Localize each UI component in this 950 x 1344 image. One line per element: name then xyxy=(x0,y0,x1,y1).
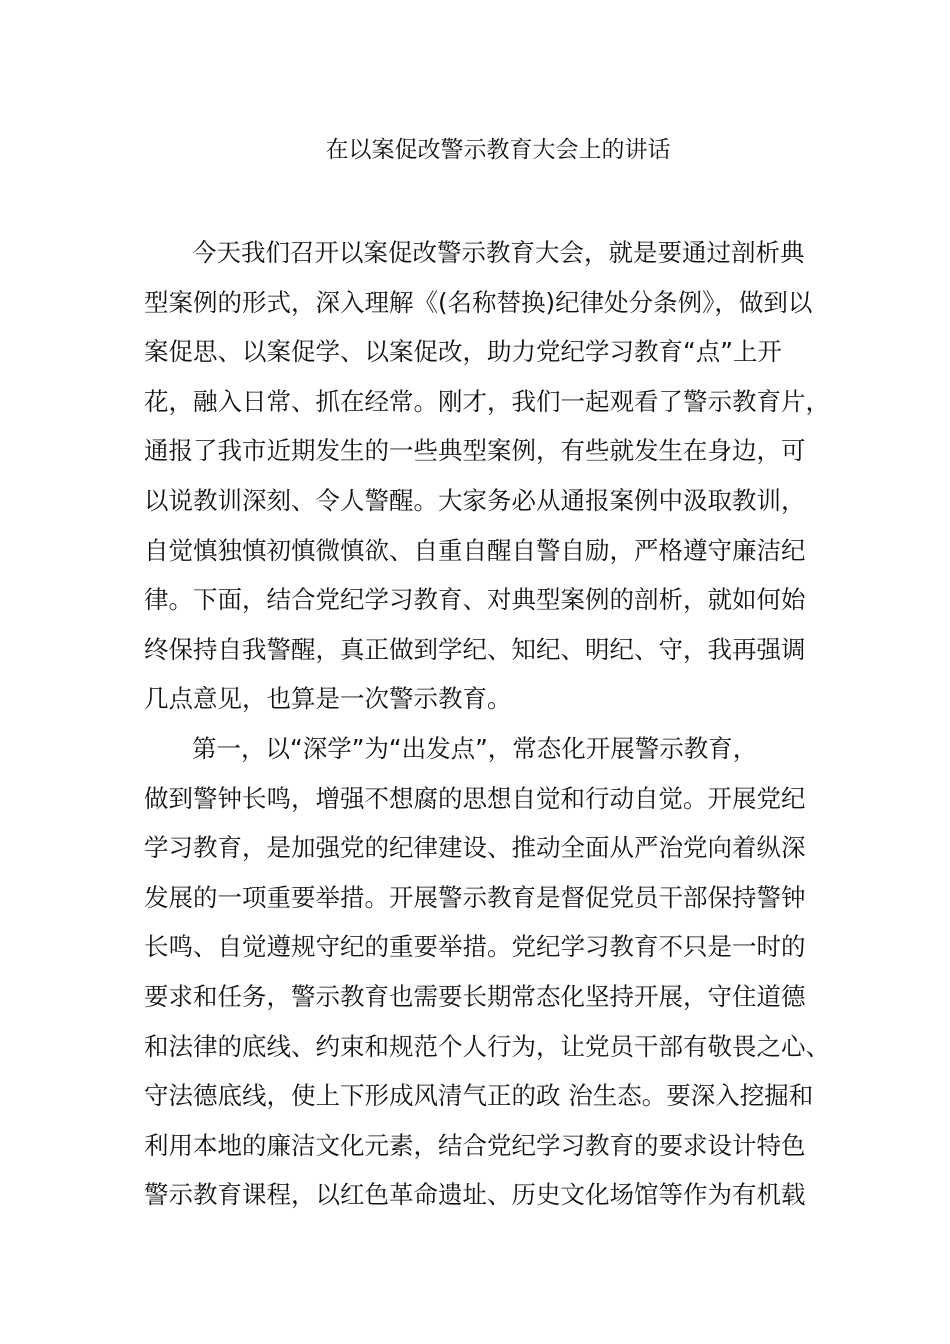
paragraph-2-line-5: 长鸣、自觉遵规守纪的重要举措。党纪学习教育不只是一时的 xyxy=(144,932,806,962)
paragraph-2-line-7: 和法律的底线、约束和规范个人行为，让党员干部有敬畏之心、 xyxy=(144,1031,830,1061)
paragraph-1-line-3: 案促思、以案促学、以案促改，助力党纪学习教育“点”上开 xyxy=(144,337,782,367)
paragraph-1-line-10: 几点意见，也算是一次警示教育。 xyxy=(144,684,512,714)
paragraph-2-line-4: 发展的一项重要举措。开展警示教育是督促党员干部保持警钟 xyxy=(144,882,806,912)
paragraph-1-line-4: 花，融入日常、抓在经常。刚才，我们一起观看了警示教育片， xyxy=(144,386,830,416)
paragraph-1-line-9: 终保持自我警醒，真正做到学纪、知纪、明纪、守，我再强调 xyxy=(144,634,806,664)
paragraph-2-line-3: 学习教育，是加强党的纪律建设、推动全面从严治党向着纵深 xyxy=(144,833,806,863)
paragraph-2-line-1: 第一，以“深学”为“出发点”，常态化开展警示教育， xyxy=(192,733,758,763)
paragraph-1-line-5: 通报了我市近期发生的一些典型案例，有些就发生在身边，可 xyxy=(144,436,806,466)
document-title: 在以案促改警示教育大会上的讲话 xyxy=(325,137,671,163)
document-body xyxy=(144,228,830,1220)
paragraph-2-line-8: 守法德底线，使上下形成风清气正的政 治生态。要深入挖掘和 xyxy=(144,1081,814,1111)
paragraph-1-line-6: 以说教训深刻、令人警醒。大家务必从通报案例中汲取教训， xyxy=(144,485,806,515)
paragraph-1-line-2: 型案例的形式，深入理解《(名称替换)纪律处分条例》，做到以 xyxy=(144,287,813,317)
paragraph-2-line-10: 警示教育课程，以红色革命遗址、历史文化场馆等作为有机载 xyxy=(144,1180,806,1210)
paragraph-1-line-8: 律。下面，结合党纪学习教育、对典型案例的剖析，就如何始 xyxy=(144,585,806,615)
paragraph-1-line-1: 今天我们召开以案促改警示教育大会，就是要通过剖析典 xyxy=(192,238,805,267)
paragraph-1-line-7: 自觉慎独慎初慎微慎欲、自重自醒自警自励，严格遵守廉洁纪 xyxy=(144,535,806,565)
paragraph-2-line-2: 做到警钟长鸣，增强不想腐的思想自觉和行动自觉。开展党纪 xyxy=(144,783,806,813)
paragraph-2-line-6: 要求和任务，警示教育也需要长期常态化坚持开展，守住道德 xyxy=(144,981,806,1011)
paragraph-2-line-9: 利用本地的廉洁文化元素，结合党纪学习教育的要求设计特色 xyxy=(144,1130,806,1160)
